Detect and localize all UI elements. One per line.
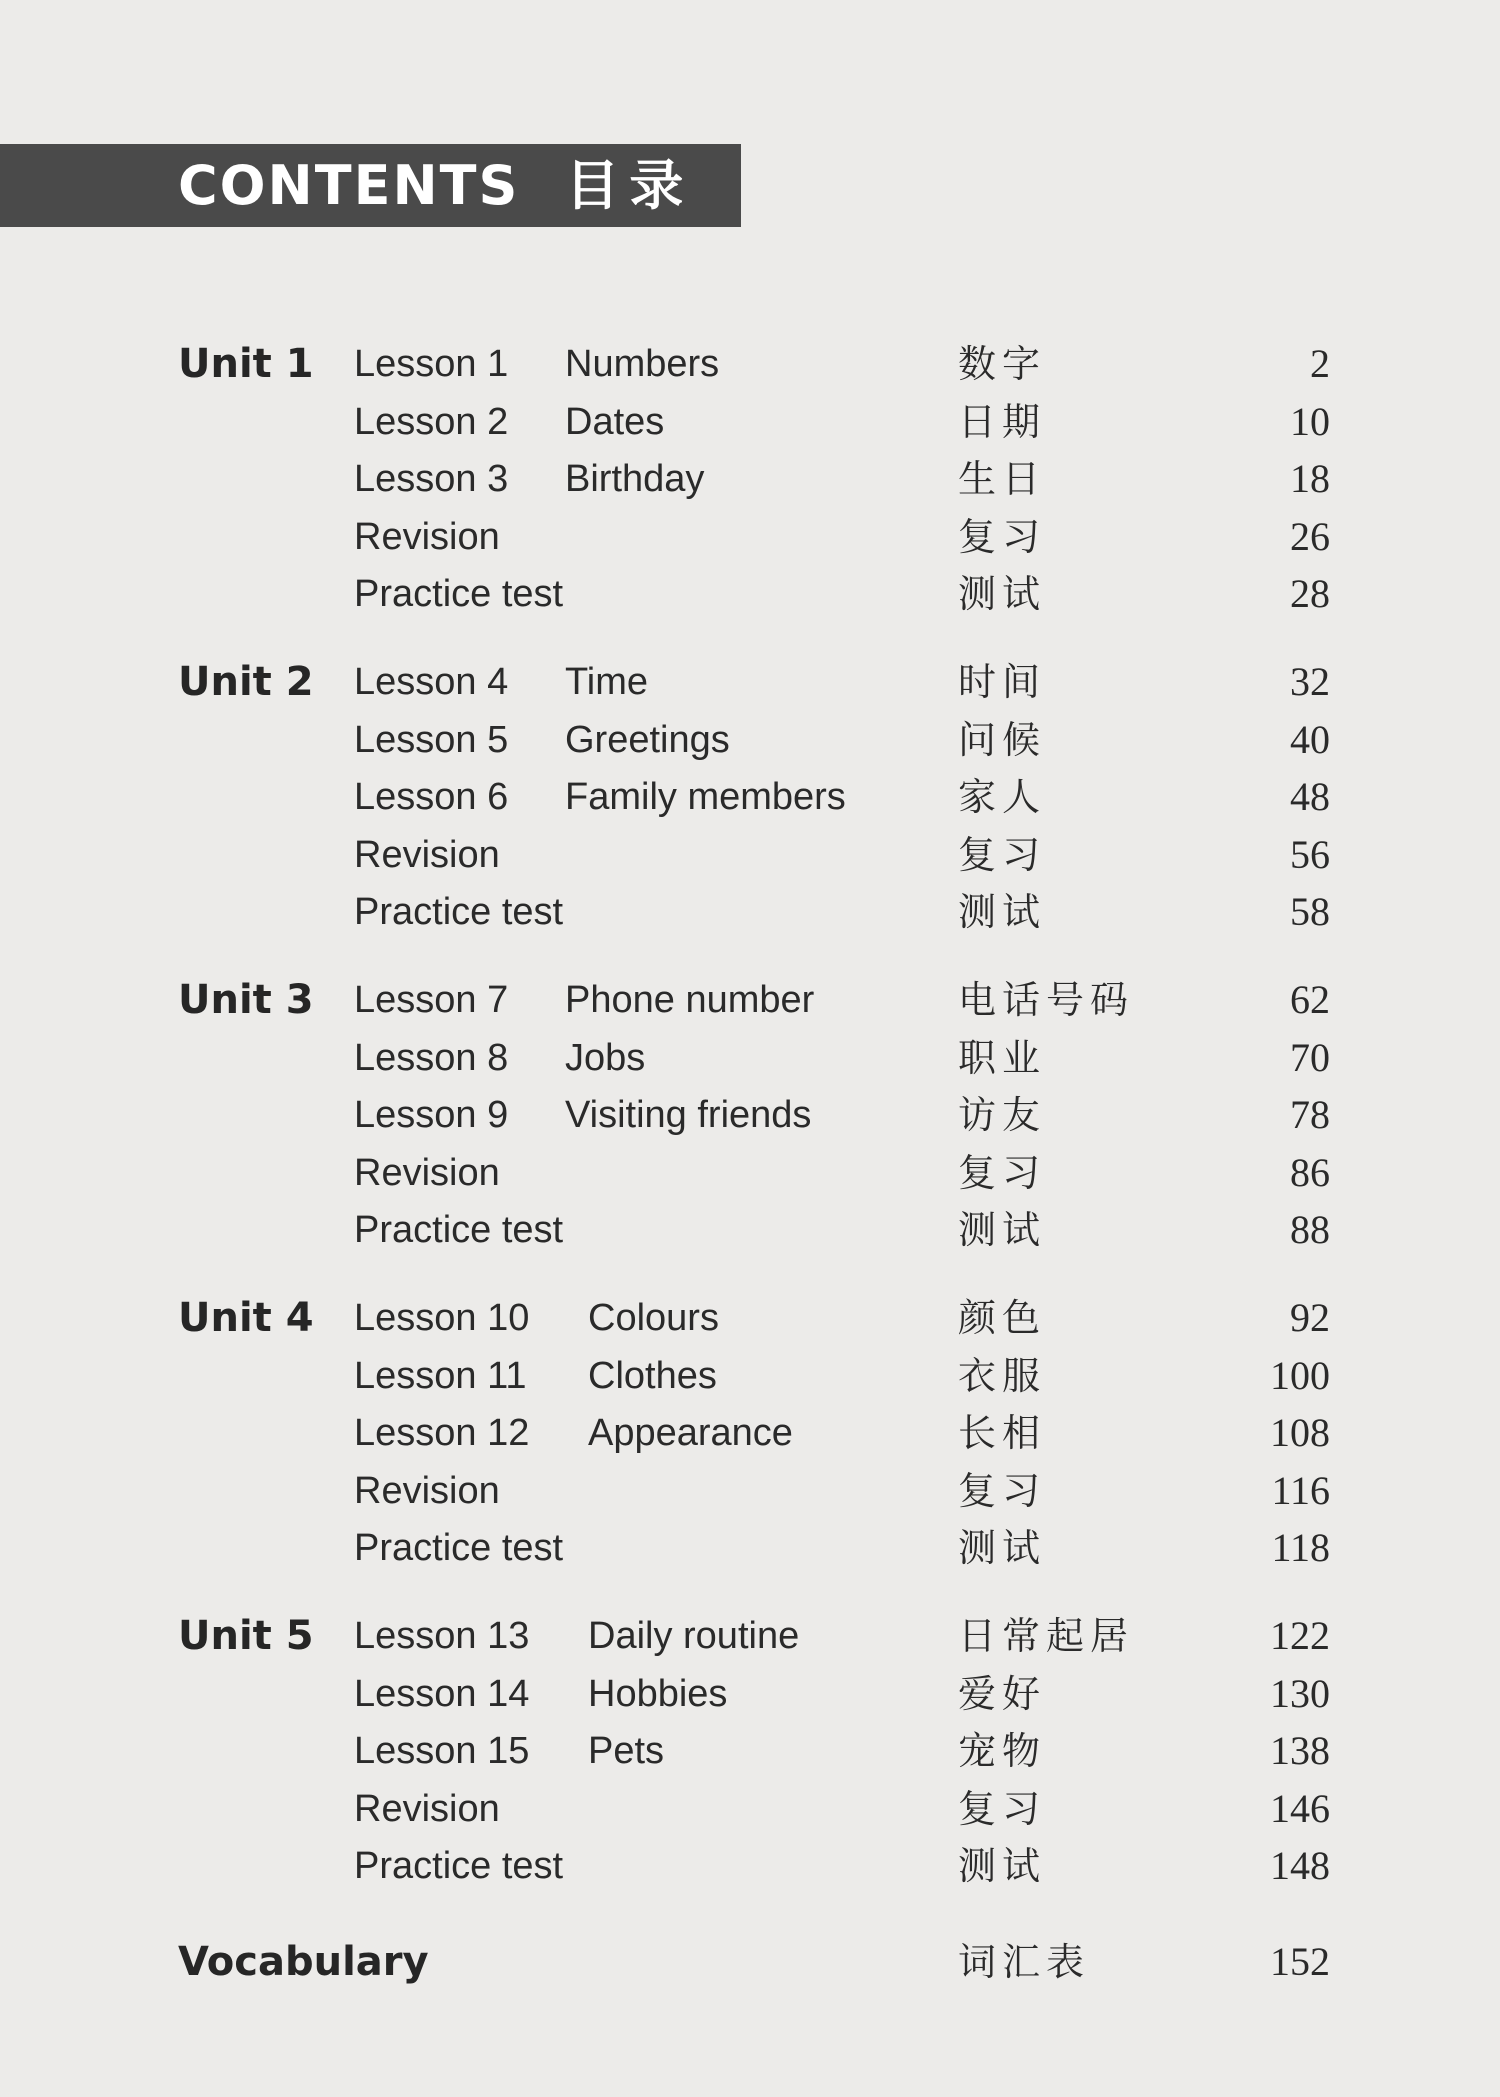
toc-page-number: 48	[1290, 774, 1330, 819]
toc-topic: Daily routine	[588, 1615, 800, 1657]
toc-topic-zh: 电话号码	[958, 978, 1135, 1022]
unit-label: Unit 3	[178, 977, 314, 1023]
toc-page-number: 138	[1270, 1728, 1330, 1773]
toc-row[interactable]	[178, 1780, 1358, 1838]
toc-topic: Dates	[565, 401, 665, 443]
toc-row[interactable]	[178, 393, 1358, 451]
toc-lesson: Lesson 3	[354, 458, 509, 500]
toc-lesson: Practice test	[354, 573, 564, 615]
toc-topic-zh: 家人	[958, 775, 1047, 819]
toc-page-number: 88	[1290, 1207, 1330, 1252]
toc-lesson: Lesson 5	[354, 719, 509, 761]
toc-lesson: Practice test	[354, 891, 564, 933]
unit-label: Unit 4	[178, 1295, 314, 1341]
toc-topic-zh: 衣服	[958, 1354, 1047, 1398]
toc-topic-zh: 访友	[958, 1093, 1047, 1137]
toc-page-number: 108	[1270, 1410, 1330, 1455]
toc-page-number: 116	[1271, 1468, 1330, 1513]
toc-page-number: 26	[1290, 514, 1330, 559]
toc-topic-zh: 长相	[958, 1411, 1047, 1455]
toc-topic-zh: 复习	[958, 1787, 1047, 1831]
toc-lesson: Revision	[354, 834, 500, 876]
toc-topic-zh: 测试	[958, 1208, 1047, 1252]
toc-lesson: Lesson 1	[354, 343, 509, 385]
toc-topic-zh: 颜色	[958, 1296, 1047, 1340]
toc-topic-zh: 日常起居	[958, 1614, 1135, 1658]
unit-label: Unit 2	[178, 659, 314, 705]
toc-row[interactable]	[178, 1665, 1358, 1723]
toc-page-number: 146	[1270, 1786, 1330, 1831]
toc-page-number: 56	[1290, 832, 1330, 877]
toc-page-number: 86	[1290, 1150, 1330, 1195]
toc-lesson: Lesson 4	[354, 661, 509, 703]
toc-page-number: 92	[1290, 1295, 1330, 1340]
toc-lesson: Revision	[354, 516, 500, 558]
toc-row[interactable]	[178, 1086, 1358, 1144]
toc-row[interactable]	[178, 508, 1358, 566]
toc-topic-zh: 测试	[958, 1526, 1047, 1570]
contents-title-zh: 目录	[565, 154, 694, 217]
toc-lesson: Revision	[354, 1788, 500, 1830]
toc-topic-zh: 测试	[958, 572, 1047, 616]
toc-row[interactable]	[178, 1289, 1358, 1347]
toc-row[interactable]	[178, 1462, 1358, 1520]
toc-lesson: Practice test	[354, 1209, 564, 1251]
unit-label: Unit 5	[178, 1613, 314, 1659]
toc-topic-zh: 时间	[958, 660, 1047, 704]
toc-row[interactable]	[178, 565, 1358, 623]
toc-topic: Greetings	[565, 719, 730, 761]
vocabulary-label: Vocabulary	[178, 1939, 429, 1985]
toc-topic: Time	[565, 661, 649, 703]
toc-topic: Birthday	[565, 458, 705, 500]
toc-row[interactable]	[178, 1029, 1358, 1087]
toc-row[interactable]	[178, 1837, 1358, 1895]
toc-topic: Pets	[588, 1730, 665, 1772]
toc-topic-zh: 复习	[958, 515, 1047, 559]
toc-lesson: Lesson 7	[354, 979, 509, 1021]
toc-topic: Colours	[588, 1297, 719, 1339]
toc-topic-zh: 测试	[958, 1844, 1047, 1888]
unit-label: Unit 1	[178, 341, 314, 387]
toc-lesson: Lesson 13	[354, 1615, 530, 1657]
toc-lesson: Lesson 14	[354, 1673, 530, 1715]
toc-topic-zh: 生日	[958, 457, 1047, 501]
toc-page-number: 122	[1270, 1613, 1330, 1658]
toc-topic: Numbers	[565, 343, 720, 385]
toc-page-number: 28	[1290, 571, 1330, 616]
toc-lesson: Revision	[354, 1152, 500, 1194]
toc-topic-zh: 复习	[958, 833, 1047, 877]
toc-topic-zh: 数字	[958, 342, 1047, 386]
toc-topic: Visiting friends	[565, 1094, 812, 1136]
toc-row[interactable]	[178, 826, 1358, 884]
toc-page-number: 58	[1290, 889, 1330, 934]
toc-lesson: Revision	[354, 1470, 500, 1512]
toc-lesson: Lesson 8	[354, 1037, 509, 1079]
toc-page-number: 2	[1310, 341, 1330, 386]
toc-row[interactable]	[178, 1404, 1358, 1462]
toc-row[interactable]	[178, 450, 1358, 508]
toc-page-number: 100	[1270, 1353, 1330, 1398]
toc-lesson: Lesson 6	[354, 776, 509, 818]
toc-lesson: Lesson 2	[354, 401, 509, 443]
toc-page-number: 10	[1290, 399, 1330, 444]
toc-page-number: 130	[1270, 1671, 1330, 1716]
contents-header-bar	[0, 144, 741, 227]
toc-page-number: 118	[1271, 1525, 1330, 1570]
vocabulary-page: 152	[1270, 1939, 1330, 1984]
toc-topic-zh: 复习	[958, 1151, 1047, 1195]
toc-row[interactable]	[178, 1144, 1358, 1202]
toc-topic: Clothes	[588, 1355, 717, 1397]
toc-page-number: 78	[1290, 1092, 1330, 1137]
toc-page-number: 148	[1270, 1843, 1330, 1888]
toc-topic: Hobbies	[588, 1673, 728, 1715]
toc-topic-zh: 宠物	[958, 1729, 1047, 1773]
toc-topic: Jobs	[565, 1037, 646, 1079]
contents-title-en: CONTENTS	[178, 154, 520, 217]
toc-lesson: Lesson 15	[354, 1730, 530, 1772]
toc-row[interactable]	[178, 1347, 1358, 1405]
toc-lesson: Practice test	[354, 1527, 564, 1569]
toc-lesson: Lesson 10	[354, 1297, 530, 1339]
toc-row[interactable]	[178, 1722, 1358, 1780]
toc-lesson: Lesson 9	[354, 1094, 509, 1136]
toc-topic: Appearance	[588, 1412, 793, 1454]
toc-row[interactable]	[178, 1201, 1358, 1259]
toc-page-number: 18	[1290, 456, 1330, 501]
toc-row[interactable]	[178, 1519, 1358, 1577]
toc-row[interactable]	[178, 711, 1358, 769]
vocabulary-zh: 词汇表	[958, 1940, 1091, 1984]
toc-page-number: 62	[1290, 977, 1330, 1022]
toc-row[interactable]	[178, 335, 1358, 393]
toc-page-number: 32	[1290, 659, 1330, 704]
toc-topic-zh: 问候	[958, 718, 1047, 762]
toc-topic: Family members	[565, 776, 846, 818]
toc-row[interactable]	[178, 768, 1358, 826]
toc-topic-zh: 职业	[958, 1036, 1047, 1080]
contents-title	[178, 144, 693, 227]
toc-topic-zh: 爱好	[958, 1672, 1047, 1716]
toc-lesson: Practice test	[354, 1845, 564, 1887]
toc-row[interactable]	[178, 883, 1358, 941]
toc-page-number: 70	[1290, 1035, 1330, 1080]
toc-lesson: Lesson 11	[354, 1355, 527, 1397]
toc-row[interactable]	[178, 971, 1358, 1029]
toc-row[interactable]	[178, 1607, 1358, 1665]
toc-lesson: Lesson 12	[354, 1412, 530, 1454]
toc-topic-zh: 复习	[958, 1469, 1047, 1513]
toc-topic-zh: 日期	[958, 400, 1047, 444]
toc-topic-zh: 测试	[958, 890, 1047, 934]
toc-row[interactable]	[178, 653, 1358, 711]
toc-page-number: 40	[1290, 717, 1330, 762]
toc-topic: Phone number	[565, 979, 815, 1021]
